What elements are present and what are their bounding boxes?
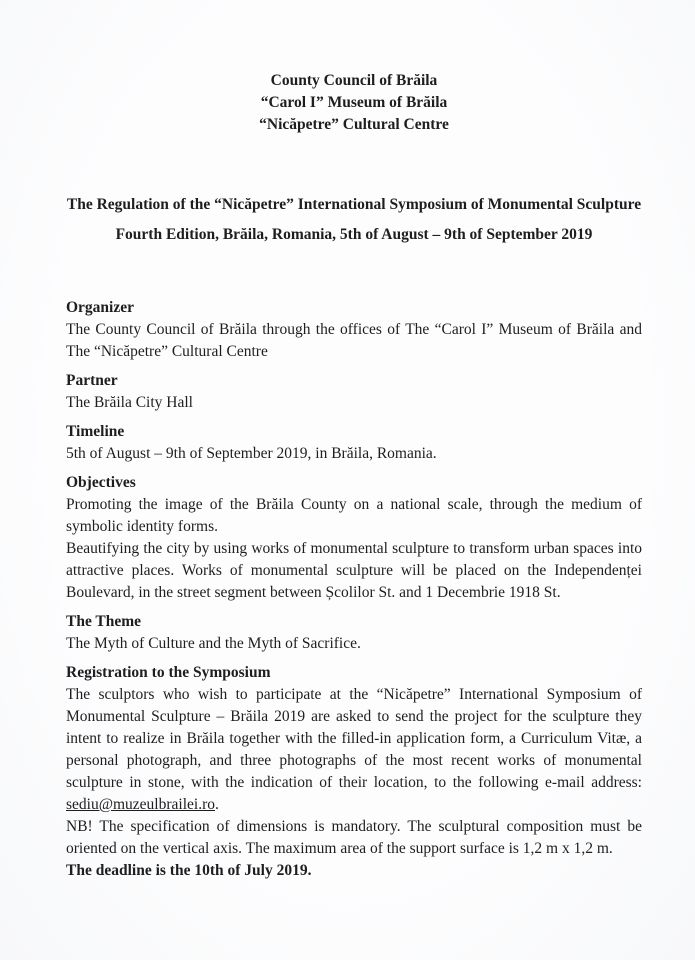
section-paragraph: The County Council of Brăila through the offices of The “Carol I” Museum of Brăila and The “Nicăpetre” Cultural Centre <box>66 321 642 360</box>
registration-body-text: The sculptors who wish to participate at the “Nicăpetre” International Symposium of Monumental Sculpture – Brăila 2019 are asked to send the project for the sculpture they intent to realize in Brăila together with the filled-in application form, a Curriculum Vitæ, a personal photograph, and three photographs of the most recent works of monumental sculpture in stone, with the indication of their location, to the following e-mail address: <box>66 686 642 791</box>
header-line-museum: “Carol I” Museum of Brăila <box>260 94 448 111</box>
section-heading: Registration to the Symposium <box>66 664 271 681</box>
section-objectives <box>66 472 642 604</box>
title-line-edition: Fourth Edition, Brăila, Romania, 5th of August – 9th of September 2019 <box>115 226 593 243</box>
section-paragraph: Beautifying the city by using works of monumental sculpture to transform urban spaces into attractive places. Works of monumental sculpture will be placed on the Independenței Boulevard, in the street segment between Școlilor St. and 1 Decembrie 1918 St. <box>66 540 642 601</box>
section-theme <box>66 611 642 655</box>
section-paragraph: 5th of August – 9th of September 2019, in Brăila, Romania. <box>66 445 437 462</box>
header-line-organization: County Council of Brăila <box>270 72 438 89</box>
document-content <box>66 70 642 882</box>
section-organizer <box>66 297 642 363</box>
section-registration <box>66 662 642 882</box>
deadline-line: The deadline is the 10th of July 2019. <box>66 862 312 879</box>
section-heading: Organizer <box>66 299 135 316</box>
document-title <box>66 190 642 250</box>
title-line-regulation: The Regulation of the “Nicăpetre” International Symposium of Monumental Sculpture <box>66 196 642 213</box>
document-sections <box>66 297 642 882</box>
section-paragraph: Promoting the image of the Brăila County on a national scale, through the medium of symbolic identity forms. <box>66 496 642 535</box>
section-timeline <box>66 421 642 465</box>
section-heading: Partner <box>66 372 118 389</box>
nb-note: NB! The specification of dimensions is mandatory. The sculptural composition must be oriented on the vertical axis. The maximum area of the support surface is 1,2 m x 1,2 m. <box>66 818 642 857</box>
section-paragraph: The Myth of Culture and the Myth of Sacrifice. <box>66 635 361 652</box>
registration-body-period: . <box>215 796 219 813</box>
section-partner <box>66 370 642 414</box>
section-heading: Timeline <box>66 423 125 440</box>
header-line-cultural-centre: “Nicăpetre” Cultural Centre <box>259 116 449 133</box>
section-heading: The Theme <box>66 613 142 630</box>
section-paragraph <box>66 684 642 816</box>
section-paragraph: The Brăila City Hall <box>66 394 193 411</box>
email-address: sediu@muzeulbrailei.ro <box>66 796 215 813</box>
document-header <box>66 70 642 136</box>
section-heading: Objectives <box>66 474 136 491</box>
